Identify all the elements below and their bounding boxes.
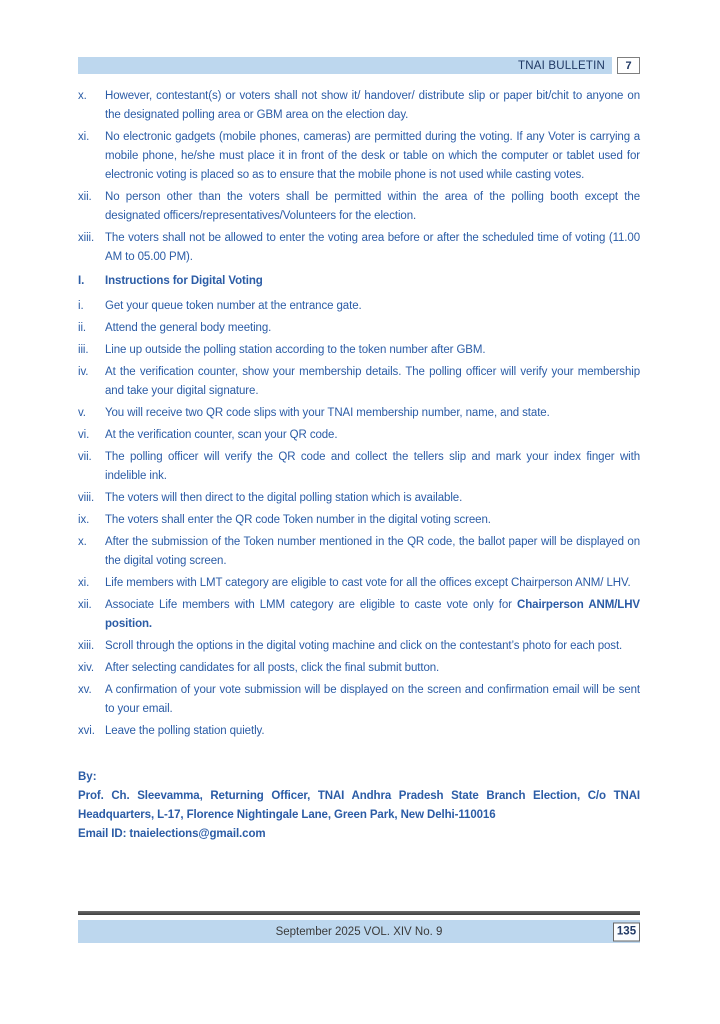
list-item — [78, 426, 640, 445]
list-item-text-main: Leave the polling station quietly. — [105, 725, 265, 737]
list-item-text — [105, 596, 640, 634]
list-item — [78, 87, 640, 125]
list-item — [78, 341, 640, 360]
list-item-marker: x. — [78, 536, 87, 548]
byline-email: Email ID: tnaielections@gmail.com — [78, 828, 266, 840]
list-item-text-main: No electronic gadgets (mobile phones, cameras) are permitted during the voting. If any Voter is carrying a mobile phone, he/she must place it in front of the desk or table on which the computer or tablet used for electronic voting is placed so as to ensure that the mobile phone is not used while casting votes. — [105, 131, 640, 181]
general-rules-list — [78, 87, 640, 267]
list-item — [78, 489, 640, 508]
list-item-text-main: The polling officer will verify the QR code and collect the tellers slip and mark your index finger with indelible ink. — [105, 451, 640, 482]
page-footer — [78, 911, 640, 943]
list-item-text — [105, 87, 640, 125]
list-item-text-main: After selecting candidates for all posts, click the final submit button. — [105, 662, 440, 674]
list-item-text-main: The voters shall not be allowed to enter the voting area before or after the scheduled time of voting (11.00 AM to 05.00 PM). — [105, 232, 640, 263]
list-item-text — [105, 128, 640, 185]
list-item — [78, 681, 640, 719]
list-item-marker: xii. — [78, 599, 92, 611]
list-item — [78, 363, 640, 401]
list-item-text-main: Get your queue token number at the entrance gate. — [105, 300, 362, 312]
list-item-text-main: A confirmation of your vote submission will be displayed on the screen and confirmation email will be sent to your email. — [105, 684, 640, 715]
list-item-text — [105, 722, 640, 741]
bulletin-title: TNAI BULLETIN — [518, 59, 605, 72]
footer-issue: September 2025 VOL. XIV No. 9 — [275, 925, 443, 938]
list-item-marker: ii. — [78, 322, 87, 334]
list-item-marker: xiv. — [78, 662, 94, 674]
list-item — [78, 637, 640, 656]
list-item-marker: iii. — [78, 344, 89, 356]
header-bar — [78, 57, 612, 74]
list-item-text — [105, 659, 640, 678]
list-item-marker: xvi. — [78, 725, 95, 737]
list-item-text — [105, 319, 640, 338]
list-item — [78, 533, 640, 571]
list-item — [78, 229, 640, 267]
list-item — [78, 297, 640, 316]
list-item-text — [105, 681, 640, 719]
list-item-text-main: At the verification counter, show your membership details. The polling officer will verify your membership and take your digital signature. — [105, 366, 640, 397]
list-item-text — [105, 341, 640, 360]
list-item-text-main: No person other than the voters shall be permitted within the area of the polling booth except the designated officers/representatives/Volunteers for the election. — [105, 191, 640, 222]
list-item-text — [105, 574, 640, 593]
list-item-marker: viii. — [78, 492, 95, 504]
byline-officer: Prof. Ch. Sleevamma, Returning Officer, TNAI Andhra Pradesh State Branch Election, C/o TNAI Headquarters, L-17, Florence Nightingale Lane, Green Park, New Delhi-110016 — [78, 790, 640, 821]
list-item — [78, 404, 640, 423]
list-item-marker: xiii. — [78, 232, 95, 244]
list-item-text-main: However, contestant(s) or voters shall not show it/ handover/ distribute slip or paper bit/chit to anyone on the designated polling area or GBM area on the election day. — [105, 90, 640, 121]
list-item — [78, 319, 640, 338]
list-item-marker: x. — [78, 90, 87, 102]
list-item — [78, 596, 640, 634]
page-header — [78, 57, 640, 74]
list-item-marker: vi. — [78, 429, 90, 441]
list-item — [78, 511, 640, 530]
list-item-marker: i. — [78, 300, 84, 312]
page-content — [78, 57, 640, 844]
list-item-marker: xi. — [78, 577, 90, 589]
list-item-marker: vii. — [78, 451, 92, 463]
list-item-marker: v. — [78, 407, 86, 419]
list-item-marker: xii. — [78, 191, 92, 203]
list-item — [78, 128, 640, 185]
section-heading — [78, 272, 640, 291]
section-heading-title: Instructions for Digital Voting — [105, 275, 263, 287]
list-item-text — [105, 533, 640, 571]
list-item-text-main: At the verification counter, scan your QR code. — [105, 429, 338, 441]
list-item-marker: xi. — [78, 131, 90, 143]
section-heading-marker: I. — [78, 275, 85, 287]
list-item-text-main: The voters shall enter the QR code Token number in the digital voting screen. — [105, 514, 491, 526]
list-item-text — [105, 426, 640, 445]
footer-bar — [78, 920, 640, 943]
list-item-text-main: Scroll through the options in the digital voting machine and click on the contestant’s photo for each post. — [105, 640, 623, 652]
list-item-marker: xv. — [78, 684, 92, 696]
list-item — [78, 188, 640, 226]
list-item — [78, 574, 640, 593]
list-item-text — [105, 448, 640, 486]
list-item-text — [105, 229, 640, 267]
list-item-text-main: After the submission of the Token number mentioned in the QR code, the ballot paper will be displayed on the digital voting screen. — [105, 536, 640, 567]
list-item-text-main: Attend the general body meeting. — [105, 322, 272, 334]
list-item-text-main: Line up outside the polling station according to the token number after GBM. — [105, 344, 486, 356]
list-item-text — [105, 404, 640, 423]
digital-voting-list — [78, 297, 640, 741]
list-item-text-main: Life members with LMT category are eligible to cast vote for all the offices except Chairperson ANM/ LHV. — [105, 577, 631, 589]
list-item-text — [105, 188, 640, 226]
list-item-text — [105, 297, 640, 316]
list-item-marker: ix. — [78, 514, 90, 526]
footer-page-number: 135 — [613, 922, 640, 941]
list-item-marker: xiii. — [78, 640, 95, 652]
list-item-marker: iv. — [78, 366, 89, 378]
footer-divider — [78, 911, 640, 915]
list-item-text-main: The voters will then direct to the digital polling station which is available. — [105, 492, 463, 504]
list-item-text — [105, 489, 640, 508]
header-page-number: 7 — [617, 57, 640, 74]
list-item-text-main: Associate Life members with LMM category are eligible to caste vote only for — [105, 599, 518, 611]
list-item — [78, 722, 640, 741]
list-item-text-bold: Chairperson ANM/LHV position. — [105, 599, 641, 630]
byline-label: By: — [78, 771, 97, 783]
byline-block — [78, 768, 640, 844]
list-item-text — [105, 511, 640, 530]
list-item — [78, 448, 640, 486]
list-item — [78, 659, 640, 678]
list-item-text-main: You will receive two QR code slips with your TNAI membership number, name, and state. — [105, 407, 550, 419]
list-item-text — [105, 637, 640, 656]
list-item-text — [105, 363, 640, 401]
